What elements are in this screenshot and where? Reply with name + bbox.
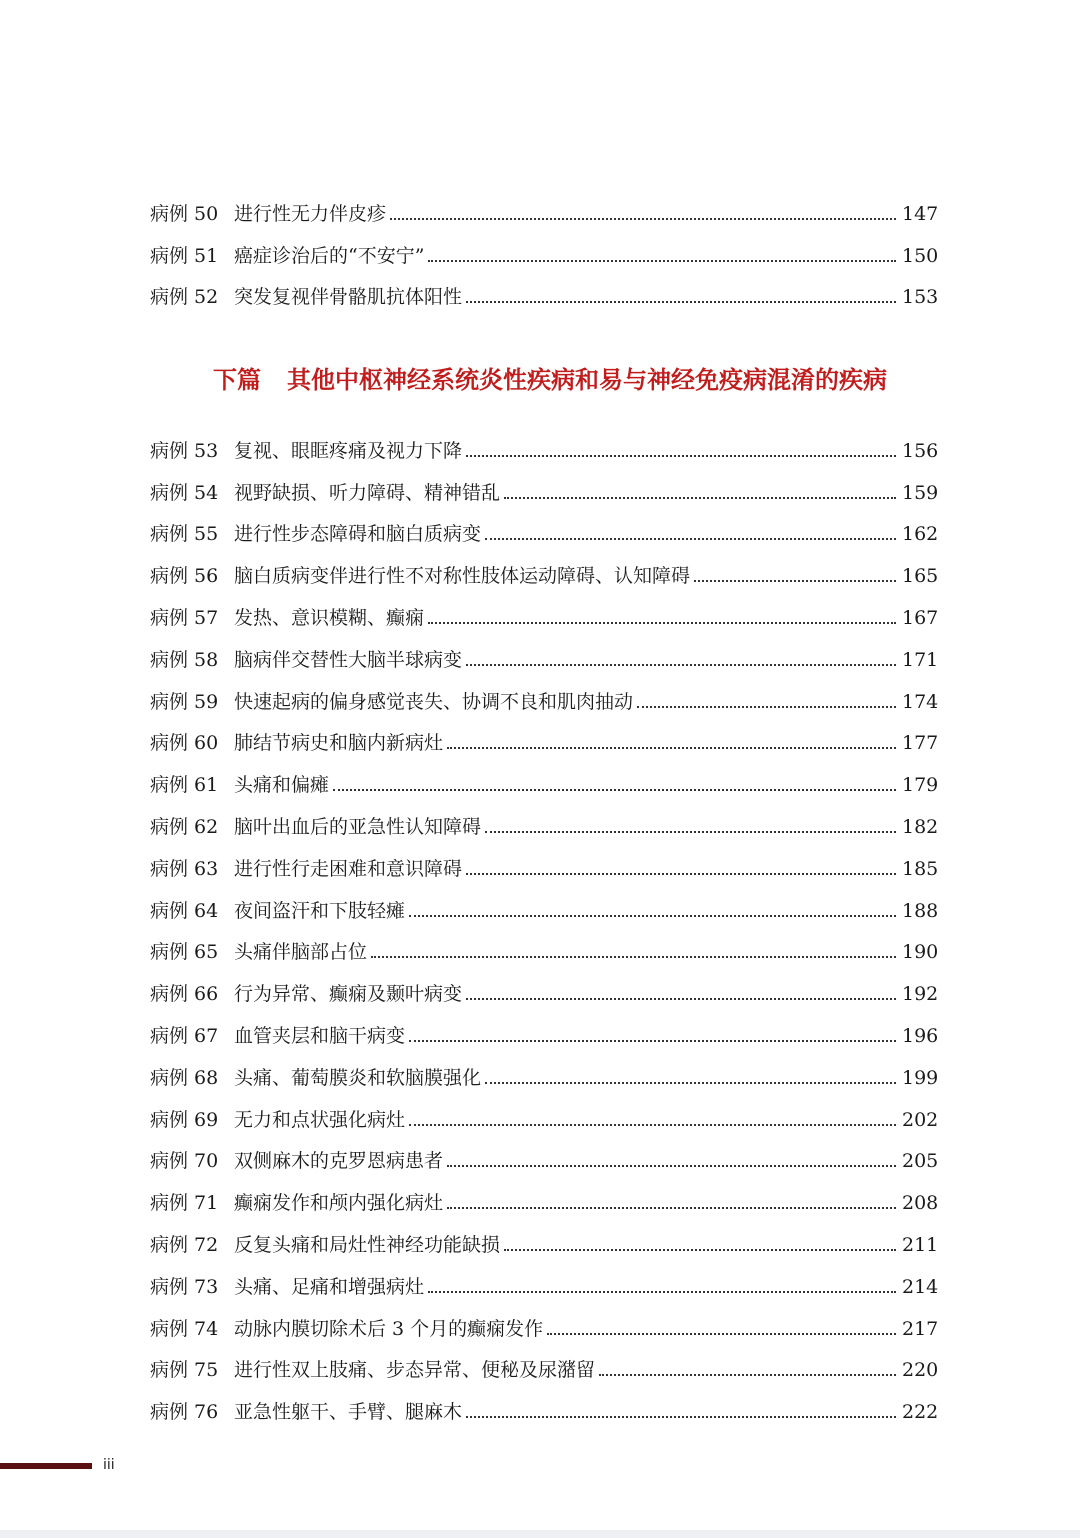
- toc-entry: [150, 182, 939, 225]
- case-number: 病例 59: [150, 690, 219, 713]
- case-title: 头痛伴脑部占位: [234, 941, 368, 964]
- dot-leader: [637, 706, 896, 708]
- case-title: 脑叶出血后的亚急性认知障碍: [234, 815, 482, 838]
- case-number: 病例 52: [150, 286, 219, 309]
- part-heading: [213, 360, 887, 395]
- toc-entry: [150, 670, 939, 713]
- case-number: 病例 74: [150, 1317, 219, 1340]
- case-number: 病例 57: [150, 606, 219, 629]
- case-title: 夜间盗汗和下肢轻瘫: [234, 899, 406, 922]
- dot-leader: [485, 1082, 896, 1084]
- part-title: 其他中枢神经系统炎性疾病和易与神经免疫病混淆的疾病: [287, 366, 887, 394]
- toc-lower: [150, 419, 939, 1424]
- toc-entry: [150, 1171, 939, 1215]
- toc-entry: [150, 921, 939, 964]
- toc-entry: [150, 712, 939, 755]
- toc-entry: [150, 1004, 939, 1047]
- dot-leader: [428, 622, 896, 624]
- dot-leader: [390, 218, 896, 220]
- case-number: 病例 50: [150, 202, 219, 225]
- case-number: 病例 70: [150, 1150, 219, 1173]
- case-title: 快速起病的偏身感觉丧失、协调不良和肌肉抽动: [234, 690, 634, 713]
- dot-leader: [466, 873, 896, 875]
- page-number: 167: [902, 606, 939, 629]
- case-number: 病例 62: [150, 815, 219, 838]
- toc-entry: [150, 1088, 939, 1131]
- toc-entry: [150, 1130, 939, 1173]
- case-title: 进行性步态障碍和脑白质病变: [234, 523, 482, 546]
- case-number: 病例 65: [150, 941, 219, 964]
- toc-entry: [150, 1255, 939, 1298]
- case-number: 病例 63: [150, 857, 219, 880]
- dot-leader: [409, 915, 896, 917]
- case-number: 病例 58: [150, 648, 219, 671]
- dot-leader: [466, 664, 896, 666]
- dot-leader: [547, 1333, 896, 1335]
- page-number: 165: [902, 565, 939, 588]
- case-number: 病例 61: [150, 774, 219, 797]
- page-number: 185: [902, 857, 939, 880]
- part-label: 下篇: [213, 366, 261, 394]
- case-title: 进行性双上肢痛、步态异常、便秘及尿潴留: [234, 1359, 596, 1382]
- dot-leader: [504, 1249, 896, 1251]
- page-number: 205: [902, 1150, 939, 1173]
- case-title: 发热、意识模糊、癫痫: [234, 606, 425, 629]
- toc-entry: [150, 1046, 939, 1089]
- page-number: 188: [902, 899, 939, 922]
- page-number: 190: [902, 941, 939, 964]
- dot-leader: [599, 1374, 896, 1376]
- toc-entry: [150, 503, 939, 546]
- dot-leader: [428, 1291, 896, 1293]
- dot-leader: [466, 455, 896, 457]
- case-title: 动脉内膜切除术后 3 个月的癫痫发作: [234, 1317, 544, 1340]
- case-title: 脑白质病变伴进行性不对称性肢体运动障碍、认知障碍: [234, 565, 691, 588]
- dot-leader: [447, 1207, 896, 1209]
- dot-leader: [466, 1416, 896, 1418]
- page-number: 182: [902, 815, 939, 838]
- case-title: 头痛、足痛和增强病灶: [234, 1275, 425, 1298]
- page-number: 153: [902, 286, 939, 309]
- page-number: 150: [902, 244, 939, 267]
- page-number: 147: [902, 202, 939, 225]
- page-number: 174: [902, 690, 939, 713]
- footer-rule: [0, 1463, 92, 1469]
- case-title: 癫痫发作和颅内强化病灶: [234, 1192, 444, 1215]
- bottom-strip: [0, 1530, 1080, 1538]
- dot-leader: [409, 1040, 896, 1042]
- case-number: 病例 73: [150, 1275, 219, 1298]
- toc-entry: [150, 266, 939, 309]
- case-number: 病例 75: [150, 1359, 219, 1382]
- toc-entry: [150, 1380, 939, 1424]
- dot-leader: [485, 831, 896, 833]
- case-number: 病例 55: [150, 523, 219, 546]
- toc-entry: [150, 628, 939, 671]
- case-title: 血管夹层和脑干病变: [234, 1024, 406, 1047]
- case-title: 进行性行走困难和意识障碍: [234, 857, 463, 880]
- case-title: 复视、眼眶疼痛及视力下降: [234, 439, 463, 462]
- case-number: 病例 68: [150, 1066, 219, 1089]
- case-number: 病例 67: [150, 1024, 219, 1047]
- case-title: 肺结节病史和脑内新病灶: [234, 732, 444, 755]
- toc-entry: [150, 795, 939, 838]
- toc-entry: [150, 753, 939, 797]
- case-number: 病例 72: [150, 1233, 219, 1256]
- page-number: 211: [902, 1233, 939, 1256]
- case-number: 病例 54: [150, 481, 219, 504]
- toc-entry: [150, 962, 939, 1006]
- case-title: 反复头痛和局灶性神经功能缺损: [234, 1233, 501, 1256]
- page-number: 192: [902, 983, 939, 1006]
- page-number: 162: [902, 523, 939, 546]
- footer-page-number: iii: [103, 1457, 115, 1473]
- case-number: 病例 51: [150, 244, 219, 267]
- case-number: 病例 53: [150, 439, 219, 462]
- dot-leader: [447, 1165, 896, 1167]
- dot-leader: [428, 260, 896, 262]
- toc-entry: [150, 586, 939, 629]
- toc-entry: [150, 461, 939, 504]
- case-title: 进行性无力伴皮疹: [234, 202, 387, 225]
- page-number: 179: [902, 774, 939, 797]
- toc-upper: [150, 182, 939, 309]
- case-title: 无力和点状强化病灶: [234, 1108, 406, 1131]
- case-number: 病例 71: [150, 1192, 219, 1215]
- page-number: 222: [902, 1401, 939, 1424]
- case-title: 亚急性躯干、手臂、腿麻木: [234, 1401, 463, 1424]
- case-title: 突发复视伴骨骼肌抗体阳性: [234, 286, 463, 309]
- dot-leader: [371, 956, 896, 958]
- case-number: 病例 64: [150, 899, 219, 922]
- toc-entry: [150, 1297, 939, 1340]
- case-number: 病例 56: [150, 565, 219, 588]
- case-number: 病例 76: [150, 1401, 219, 1424]
- toc-entry: [150, 224, 939, 267]
- case-title: 双侧麻木的克罗恩病患者: [234, 1150, 444, 1173]
- toc-entry: [150, 879, 939, 922]
- dot-leader: [333, 789, 896, 791]
- dot-leader: [409, 1124, 896, 1126]
- dot-leader: [504, 497, 896, 499]
- page-number: 199: [902, 1066, 939, 1089]
- case-number: 病例 66: [150, 983, 219, 1006]
- toc-entry: [150, 1339, 939, 1382]
- toc-entry: [150, 419, 939, 462]
- case-number: 病例 69: [150, 1108, 219, 1131]
- page-number: 159: [902, 481, 939, 504]
- page-number: 208: [902, 1192, 939, 1215]
- page-number: 214: [902, 1275, 939, 1298]
- toc-entry: [150, 1213, 939, 1256]
- case-number: 病例 60: [150, 732, 219, 755]
- toc-entry: [150, 837, 939, 880]
- page-number: 217: [902, 1317, 939, 1340]
- case-title: 脑病伴交替性大脑半球病变: [234, 648, 463, 671]
- case-title: 行为异常、癫痫及颞叶病变: [234, 983, 463, 1006]
- toc-entry: [150, 544, 939, 588]
- page-number: 202: [902, 1108, 939, 1131]
- page-number: 156: [902, 439, 939, 462]
- page-number: 171: [902, 648, 939, 671]
- page-number: 196: [902, 1024, 939, 1047]
- dot-leader: [466, 998, 896, 1000]
- case-title: 视野缺损、听力障碍、精神错乱: [234, 481, 501, 504]
- case-title: 头痛和偏瘫: [234, 774, 330, 797]
- page-number: 177: [902, 732, 939, 755]
- case-title: 癌症诊治后的“不安宁”: [234, 244, 425, 267]
- dot-leader: [466, 301, 896, 303]
- case-title: 头痛、葡萄膜炎和软脑膜强化: [234, 1066, 482, 1089]
- page-number: 220: [902, 1359, 939, 1382]
- dot-leader: [694, 580, 896, 582]
- dot-leader: [485, 538, 896, 540]
- dot-leader: [447, 747, 896, 749]
